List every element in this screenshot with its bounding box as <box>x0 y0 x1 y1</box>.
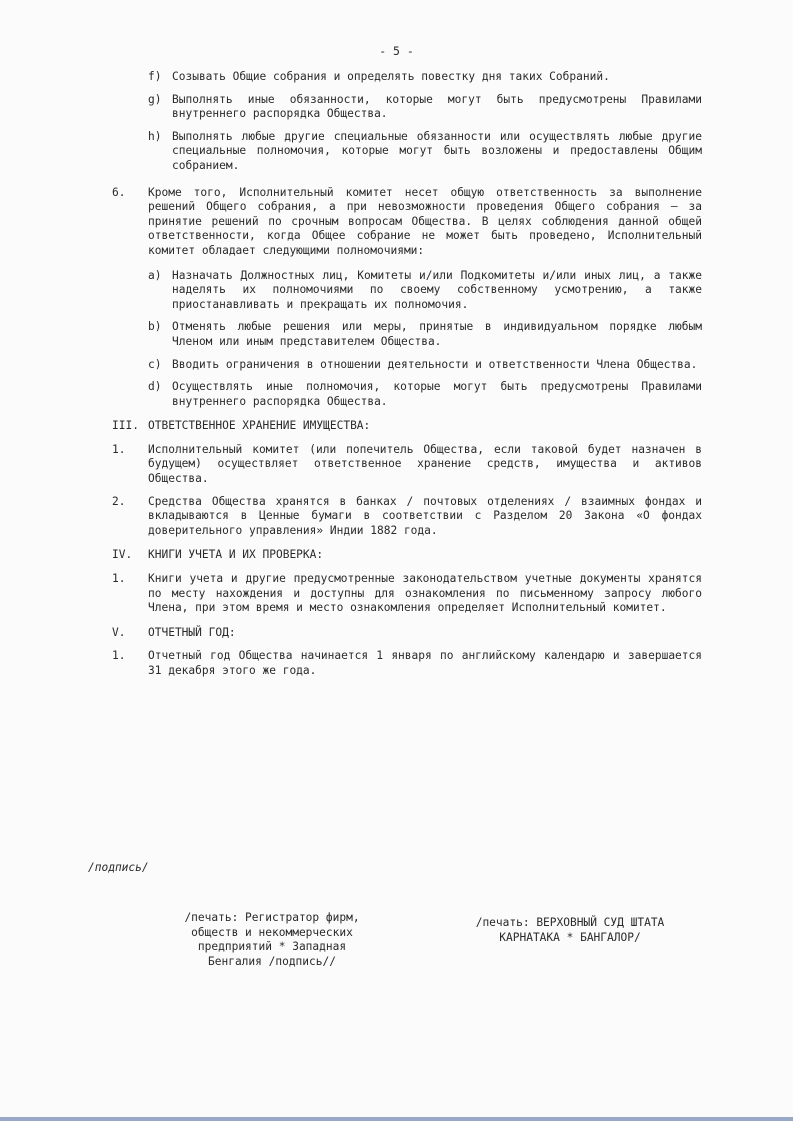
item-text: Книги учета и другие предусмотренные законодательством учетные документы хранятся по месту нахождения и доступны для ознакомления по письменному запросу любого Члена, при этом время и место ознакомления определяет Исполнительный комитет. <box>148 572 702 615</box>
item-text: Вводить ограничения в отношении деятельности и ответственности Члена Общества. <box>172 357 698 371</box>
list-item <box>148 70 702 85</box>
item-text: Отменять любые решения или меры, принятые в индивидуальном порядке любым Членом или иным представителем Общества. <box>172 320 702 348</box>
item-text: Созывать Общие собрания и определять повестку дня таких Собраний. <box>172 70 610 83</box>
item-label: 1. <box>112 442 126 456</box>
section-title: КНИГИ УЧЕТА И ИХ ПРОВЕРКА: <box>148 548 324 562</box>
list-item <box>148 269 702 313</box>
item-label: b) <box>148 320 162 334</box>
item-label: 1. <box>112 649 126 663</box>
section-number: V. <box>112 625 126 639</box>
item-label: 6. <box>112 185 126 199</box>
scan-edge <box>0 1117 793 1121</box>
item-label: f) <box>148 70 162 83</box>
section-heading <box>112 626 702 641</box>
item-text: Назначать Должностных лиц, Комитеты и/или Подкомитеты и/или иных лиц, а также наделять их полномочиями по своему собственному усмотрению, а также приостанавливать и прекращать их полномочия. <box>172 268 702 311</box>
seal-line: КАРНАТАКА * БАНГАЛОР/ <box>499 930 641 944</box>
section-number: III. <box>112 419 139 433</box>
item-label: h) <box>148 129 162 143</box>
list-item <box>112 572 702 616</box>
seal-line: /печать: ВЕРХОВНЫЙ СУД ШТАТА <box>475 916 665 929</box>
section-title: ОТЧЕТНЫЙ ГОД: <box>148 625 236 639</box>
item-label: a) <box>148 268 162 282</box>
item-label: d) <box>148 380 162 394</box>
paragraph-6 <box>112 186 702 259</box>
seal-high-court <box>455 916 685 945</box>
signature-note: /подпись/ <box>88 861 149 874</box>
list-item <box>112 649 702 678</box>
list-item <box>148 380 702 409</box>
seal-line: /печать: Регистратор фирм, <box>184 911 360 924</box>
document-body <box>112 70 702 687</box>
section-number: IV. <box>112 548 133 562</box>
seal-line: Бенгалия /подпись// <box>208 954 336 968</box>
item-text: Выполнять иные обязанности, которые могут быть предусмотрены Правилами внутреннего распорядка Общества. <box>172 92 702 121</box>
item-text: Выполнять любые другие специальные обязанности или осуществлять любые другие специальные полномочия, которые могут быть возложены и предоставлены Общим собранием. <box>172 129 702 172</box>
list-item <box>148 358 702 373</box>
list-item <box>112 495 702 539</box>
list-item <box>148 93 702 122</box>
section-heading <box>112 548 702 563</box>
item-label: 2. <box>112 494 126 508</box>
list-item <box>148 320 702 349</box>
item-text: Исполнительный комитет (или попечитель Общества, если таковой будет назначен в будущем) осуществляет ответственное хранение средств, имущества и активов Общества. <box>148 442 702 486</box>
item-text: Средства Общества хранятся в банках / почтовых отделениях / взаимных фондах и вкладываются в Ценные бумаги в соответствии с Разделом 20 Закона «О фондах доверительного управления» Индии 1882 года. <box>148 494 702 537</box>
item-label: 1. <box>112 572 126 586</box>
item-text: Осуществлять иные полномочия, которые могут быть предусмотрены Правилами внутреннего распорядка Общества. <box>172 380 702 408</box>
seal-line: предприятий * Западная <box>197 940 347 954</box>
item-label: g) <box>148 92 162 106</box>
item-text: Кроме того, Исполнительный комитет несет общую ответственность за выполнение решений Общего собрания, а при невозможности проведения Общего собрания — за принятие решений по срочным вопросам Общества. В целях соблюдения данной общей ответственности, когда Общее собрание не может быть проведено, Исполнительный комитет обладает следующими полномочиями: <box>148 185 702 257</box>
list-item <box>148 130 702 174</box>
seal-line: обществ и некоммерческих <box>191 925 353 939</box>
section-heading <box>112 419 702 434</box>
list-item <box>112 443 702 487</box>
item-label: c) <box>148 357 162 371</box>
page-number: - 5 - <box>379 44 414 58</box>
section-title: ОТВЕТСТВЕННОЕ ХРАНЕНИЕ ИМУЩЕСТВА: <box>148 419 371 433</box>
item-text: Отчетный год Общества начинается 1 января по английскому календарю и завершается 31 декабря этого же года. <box>148 649 702 677</box>
seal-registrar <box>172 911 372 969</box>
